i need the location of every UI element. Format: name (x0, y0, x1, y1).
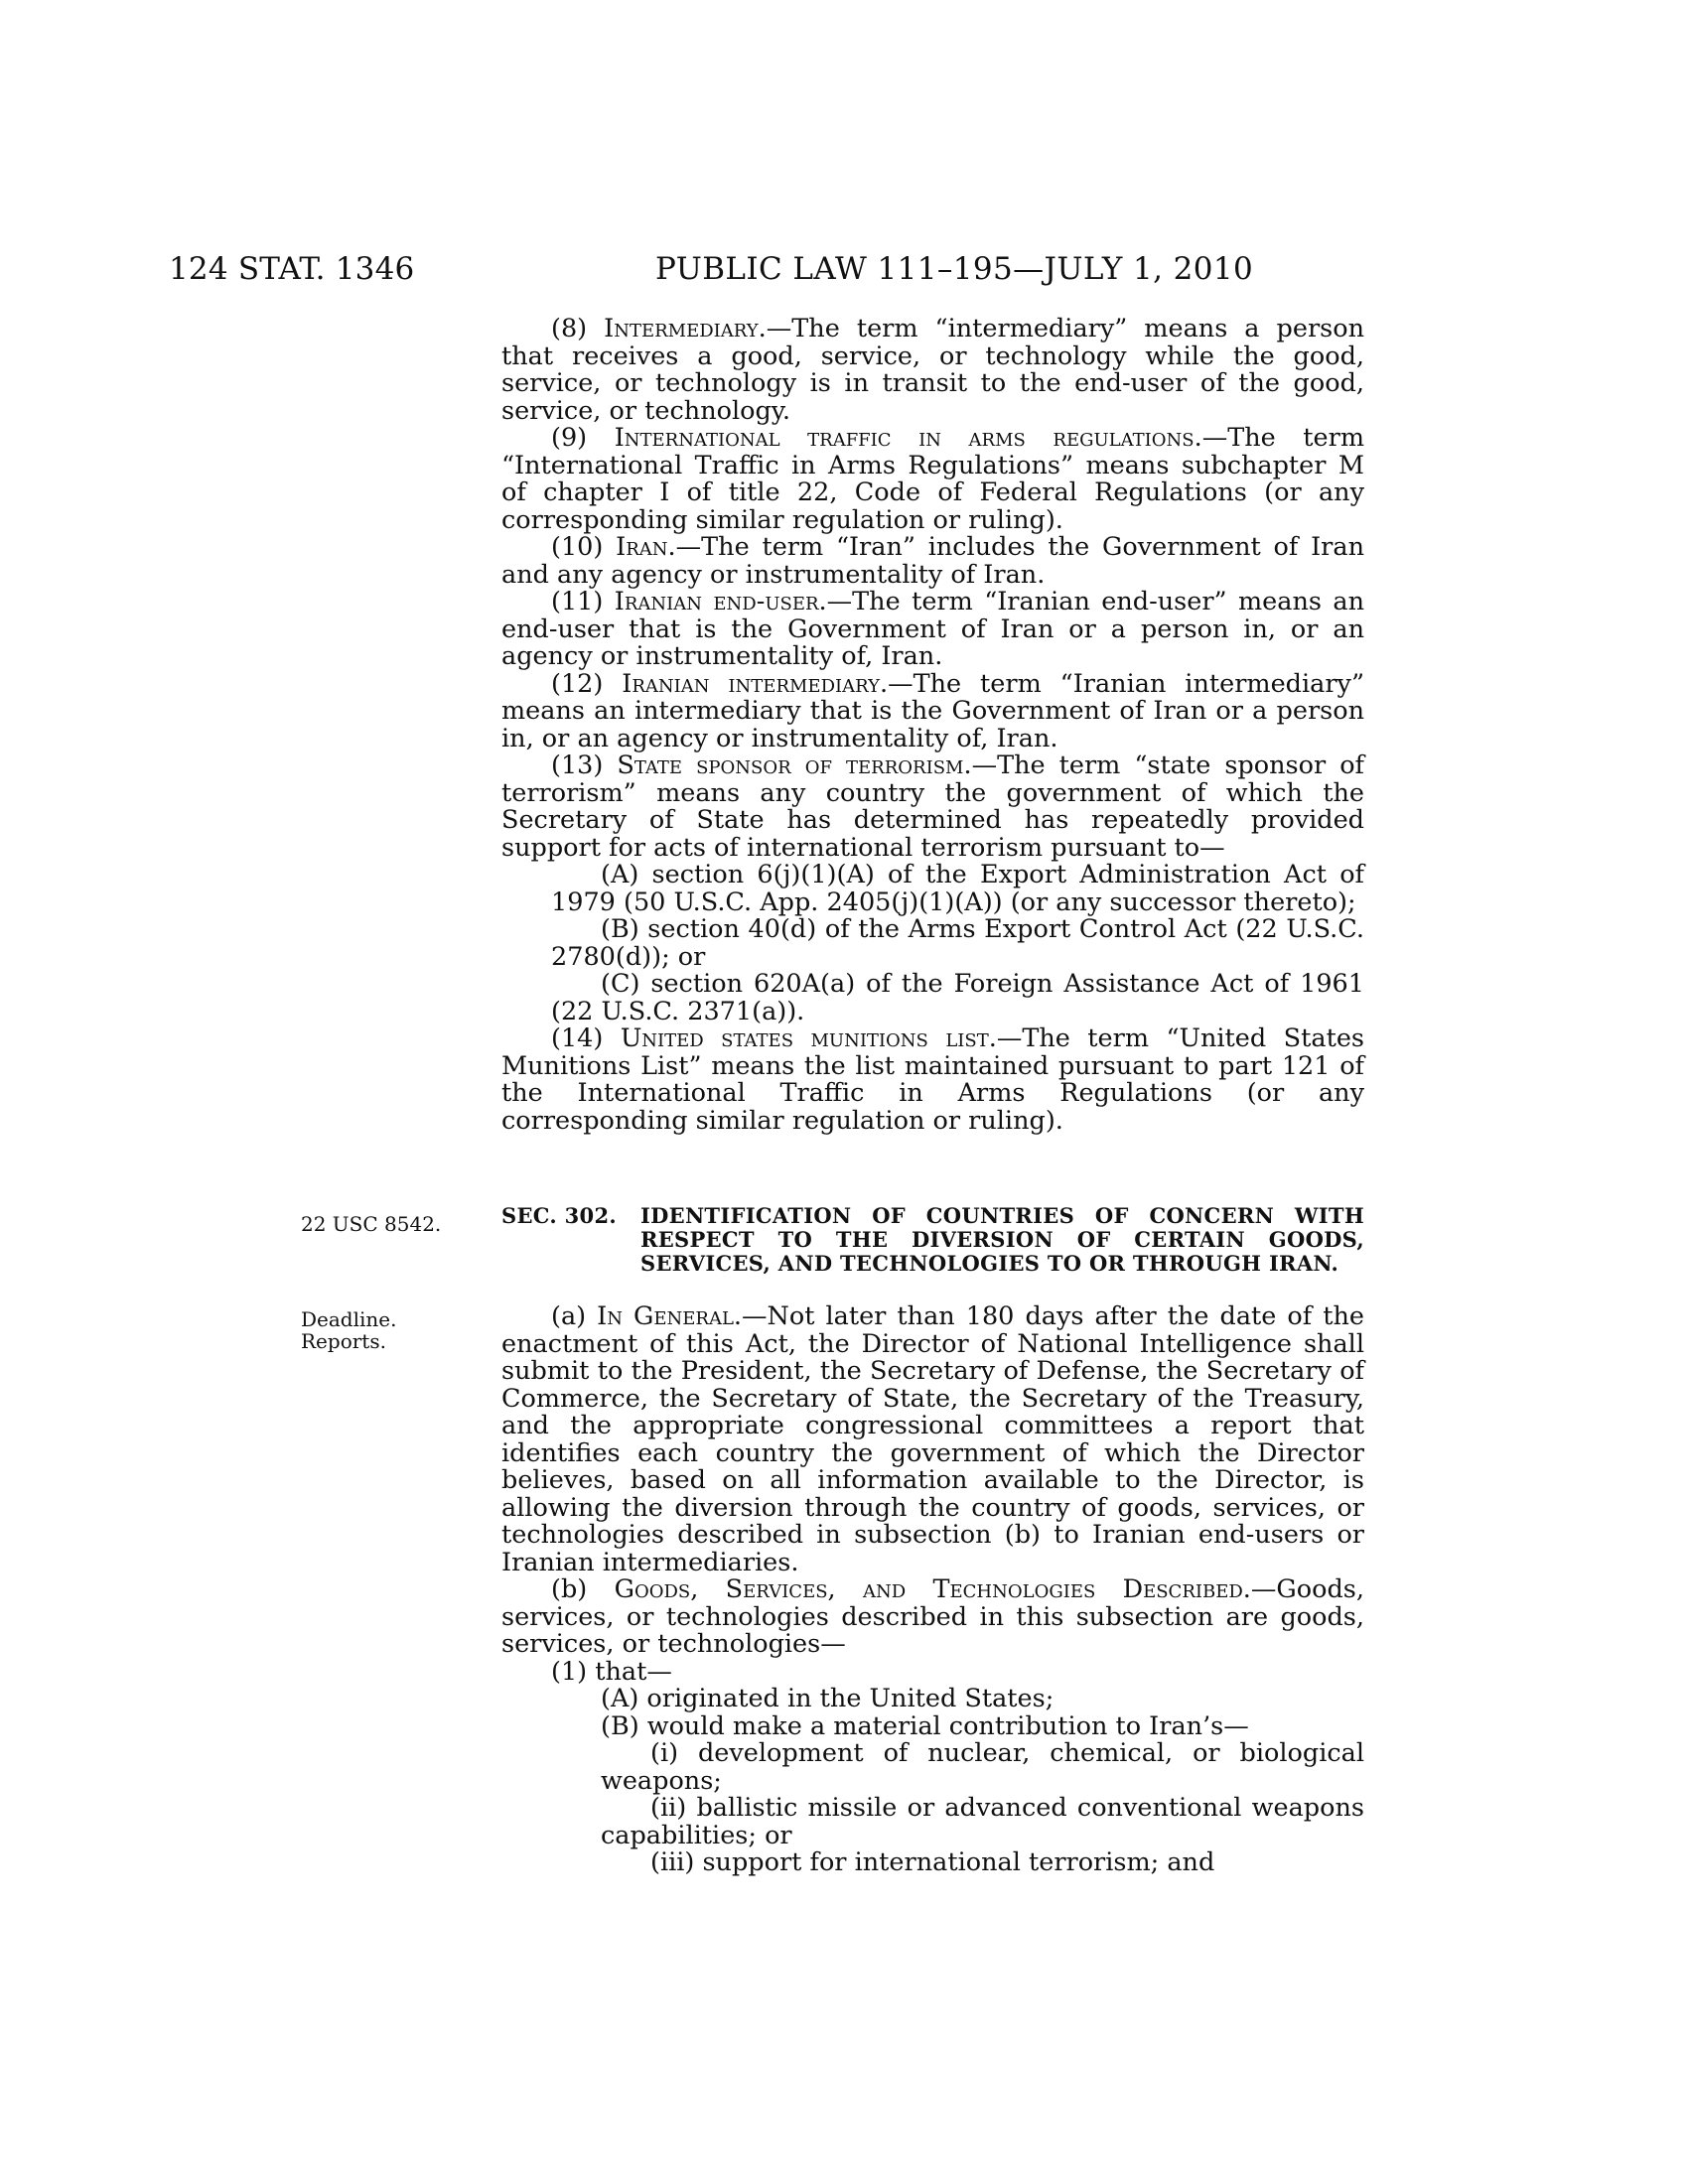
item-b-1-b-iii: (iii) support for international terrorism; and (650, 1847, 1215, 1877)
running-head: PUBLIC LAW 111–195—JULY 1, 2010 (655, 251, 1254, 287)
sponsor-item-a: (A) section 6(j)(1)(A) of the Export Administration Act of 1979 (50 U.S.C. App. 2405(j)(1)(A)) (or any successor thereto); (551, 860, 1364, 917)
item-b-1: (1) that— (551, 1656, 672, 1687)
sponsor-item-c: (C) section 620A(a) of the Foreign Assistance Act of 1961 (22 U.S.C. 2371(a)). (551, 969, 1364, 1026)
margin-note-usc: 22 USC 8542. (301, 1212, 442, 1236)
definition-9: (9) International traffic in arms regulations.—The term “International Traffic in Arms Regulations” means subchapter M of chapter I of title 22, Code of Federal Regulations (or any corresponding similar regulation or ruling). (501, 423, 1364, 535)
sponsor-item-b: (B) section 40(d) of the Arms Export Control Act (22 U.S.C. 2780(d)); or (551, 914, 1364, 972)
section-body (501, 1303, 1364, 1877)
definition-13: (13) State sponsor of terrorism.—The term “state sponsor of terrorism” means any country the government of which the Secretary of State has determined has repeatedly provided support for acts of international terrorism pursuant to— (501, 751, 1364, 863)
item-b-1-b: (B) would make a material contribution to Iran’s— (601, 1710, 1249, 1741)
definition-8: (8) Intermediary.—The term “intermediary” means a person that receives a good, service, or technology while the good, service, or technology is in transit to the end-user of the good, service, or technology. (501, 314, 1364, 426)
section-label: SEC. 302. (501, 1203, 617, 1228)
section-heading (501, 1204, 1364, 1276)
definition-12: (12) Iranian intermediary.—The term “Iranian intermediary” means an intermediary that is the Government of Iran or a person in, or an agency or instrumentality of, Iran. (501, 668, 1364, 753)
item-b-1-a: (A) originated in the United States; (601, 1684, 1055, 1713)
definition-11: (11) Iranian end-user.—The term “Iranian end-user” means an end-user that is the Government of Iran or a person in, or an agency or instrumentality of, Iran. (501, 587, 1364, 671)
item-b-1-b-i: (i) development of nuclear, chemical, or biological weapons; (601, 1738, 1364, 1796)
subsection-b: (b) Goods, Services, and Technologies Described.—Goods, services, or technologies described in this subsection are goods, services, or technologies— (501, 1574, 1364, 1659)
subsection-a: (a) In General.—Not later than 180 days after the date of the enactment of this Act, the Director of National Intelligence shall submit to the President, the Secretary of Defense, the Secretary of Commerce, the Secretary of State, the Secretary of the Treasury, and the appropriate congressional committees a report that identifies each country the government of which the Director believes, based on all information available to the Director, is allowing the diversion through the country of goods, services, or technologies described in subsection (b) to Iranian end-users or Iranian intermediaries. (501, 1301, 1364, 1577)
definition-10: (10) Iran.—The term “Iran” includes the Government of Iran and any agency or instrumentality of Iran. (501, 532, 1364, 590)
item-b-1-b-ii: (ii) ballistic missile or advanced conventional weapons capabilities; or (601, 1793, 1364, 1850)
margin-note-deadline-reports: Deadline. Reports. (301, 1307, 397, 1353)
definition-14: (14) United states munitions list.—The term “United States Munitions List” means the list maintained pursuant to part 121 of the International Traffic in Arms Regulations (or any corresponding similar regulation or ruling). (501, 1024, 1365, 1136)
page-number: 124 STAT. 1346 (169, 251, 415, 287)
section-title: IDENTIFICATION OF COUNTRIES OF CONCERN WITH RESPECT TO THE DIVERSION OF CERTAIN GOODS, SERVICES, AND TECHNOLOGIES TO OR THROUGH IRAN. (640, 1203, 1364, 1276)
definitions-block (501, 316, 1364, 1135)
